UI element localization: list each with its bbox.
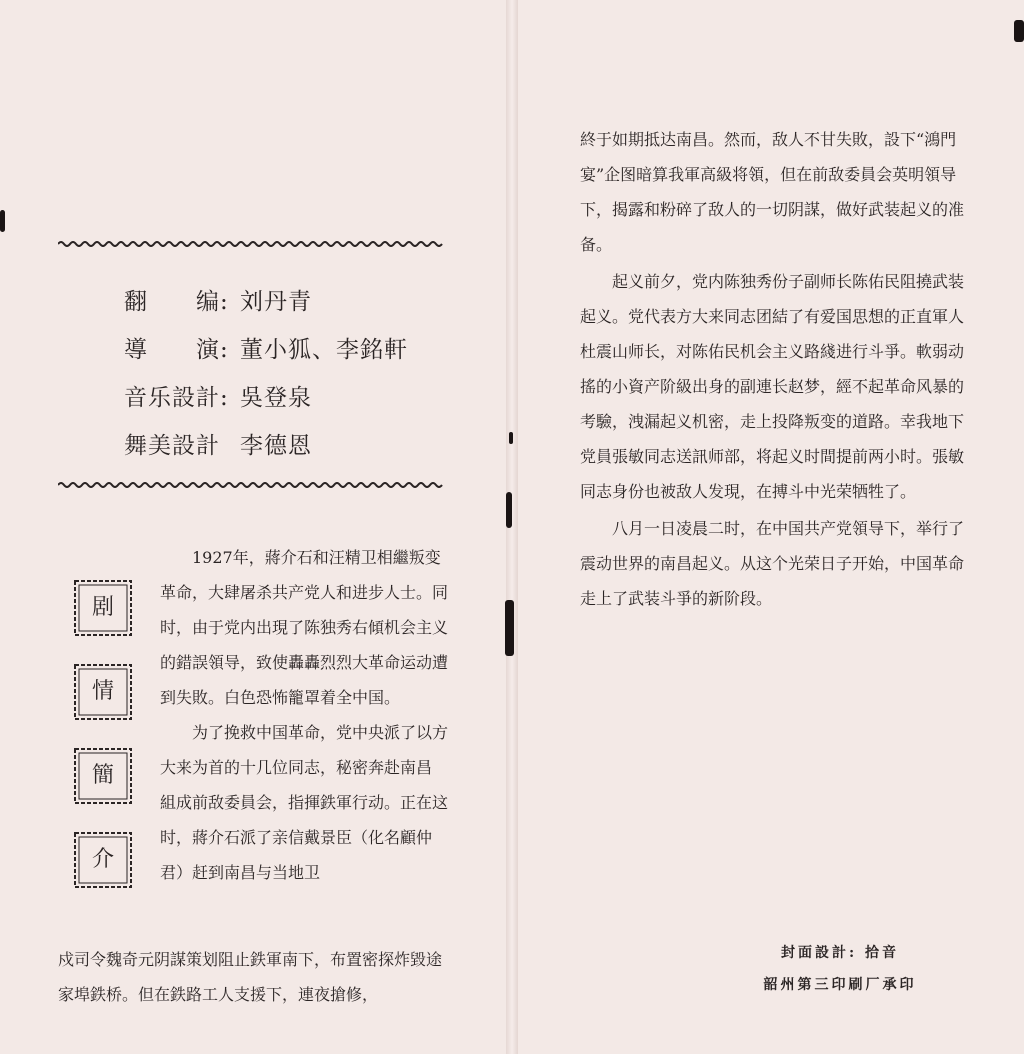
synopsis-paragraph: 八月一日凌晨二时，在中国共产党領导下，举行了震动世界的南昌起义。从这个光荣日子开始，中国革命走上了武装斗爭的新阶段。 bbox=[580, 519, 965, 608]
binding-mark bbox=[506, 492, 512, 528]
credit-row-director bbox=[124, 326, 408, 374]
synopsis-title-char-box bbox=[72, 830, 134, 890]
credit-names: 董小狐、李銘軒 bbox=[240, 337, 408, 363]
binding-mark bbox=[509, 432, 513, 444]
synopsis-left-continued bbox=[58, 942, 450, 1012]
synopsis-paragraph: 1927年，蔣介石和汪精卫相繼叛变革命，大肆屠杀共产党人和进步人士。同时，由于党内出現了陈独秀右傾机会主义的錯誤領导，致使轟轟烈烈大革命运动遭到失敗。白色恐怖籠罩着全中国。 bbox=[160, 548, 449, 707]
credit-row-music bbox=[124, 374, 408, 422]
credit-names: 吳登泉 bbox=[240, 385, 312, 411]
binding-mark bbox=[505, 600, 514, 656]
credit-names: 刘丹青 bbox=[240, 289, 312, 315]
credit-role: 音乐設計: bbox=[124, 385, 229, 411]
synopsis-title-char: 簡 bbox=[91, 763, 114, 788]
synopsis-title-char: 情 bbox=[91, 679, 114, 704]
credit-names: 李德恩 bbox=[240, 433, 312, 459]
credits-block bbox=[124, 278, 408, 470]
credit-row-stage-design bbox=[124, 422, 408, 470]
synopsis-title-char-box bbox=[72, 662, 134, 722]
synopsis-title-char: 介 bbox=[91, 847, 114, 872]
cover-design-credit: 封面設計: 拾音 bbox=[780, 945, 900, 961]
synopsis-paragraph: 为了挽救中国革命，党中央派了以方大来为首的十几位同志，秘密奔赴南昌 組成前敌委員会，指揮鉄軍行动。正在这时，蔣介石派了亲信戴景臣（化名顧仲君）赶到南昌与当地卫 bbox=[160, 723, 449, 882]
synopsis-title-char-box bbox=[72, 746, 134, 806]
synopsis-paragraph: 終于如期抵达南昌。然而，敌人不甘失敗，設下“鴻門宴”企图暗算我軍高級将領，但在前敌委員会英明領导下，揭露和粉碎了敌人的一切阴謀，做好武装起义的准备。 bbox=[580, 130, 965, 254]
wavy-divider-bottom bbox=[58, 481, 444, 489]
synopsis-paragraph: 起义前夕，党内陈独秀份子副师长陈佑民阻撓武装起义。党代表方大来同志团結了有爱国思想的正直軍人杜震山师长，对陈佑民机会主义路綫进行斗爭。軟弱动搖的小資产阶級出身的副連长赵梦，經不起革命风暴的考驗，洩漏起义机密，走上投降叛变的道路。幸我地下党員張敏同志送訊师部，将起义时間提前两小时。張敏同志身份也被敌人发現，在搏斗中光荣牺牲了。 bbox=[580, 272, 965, 501]
synopsis-title bbox=[72, 578, 138, 914]
synopsis-right-body bbox=[580, 122, 972, 616]
edge-mark bbox=[0, 210, 5, 232]
credit-role: 翻 编: bbox=[124, 289, 229, 315]
wavy-divider-top bbox=[58, 240, 444, 248]
credit-role: 導 演: bbox=[124, 337, 229, 363]
credit-row-adaptation bbox=[124, 278, 408, 326]
synopsis-title-char-box bbox=[72, 578, 134, 638]
edge-mark bbox=[1014, 20, 1024, 42]
credit-role: 舞美設計 bbox=[124, 433, 220, 459]
synopsis-paragraph-continued: 戍司令魏奇元阴謀策划阻止鉄軍南下，布置密探炸毀途家埠鉄桥。但在鉄路工人支援下，連夜搶修， bbox=[58, 950, 443, 1004]
synopsis-left-body bbox=[160, 540, 450, 890]
printer-credit: 韶州第三印刷厂承印 bbox=[763, 977, 917, 993]
synopsis-title-char: 剧 bbox=[91, 595, 114, 620]
